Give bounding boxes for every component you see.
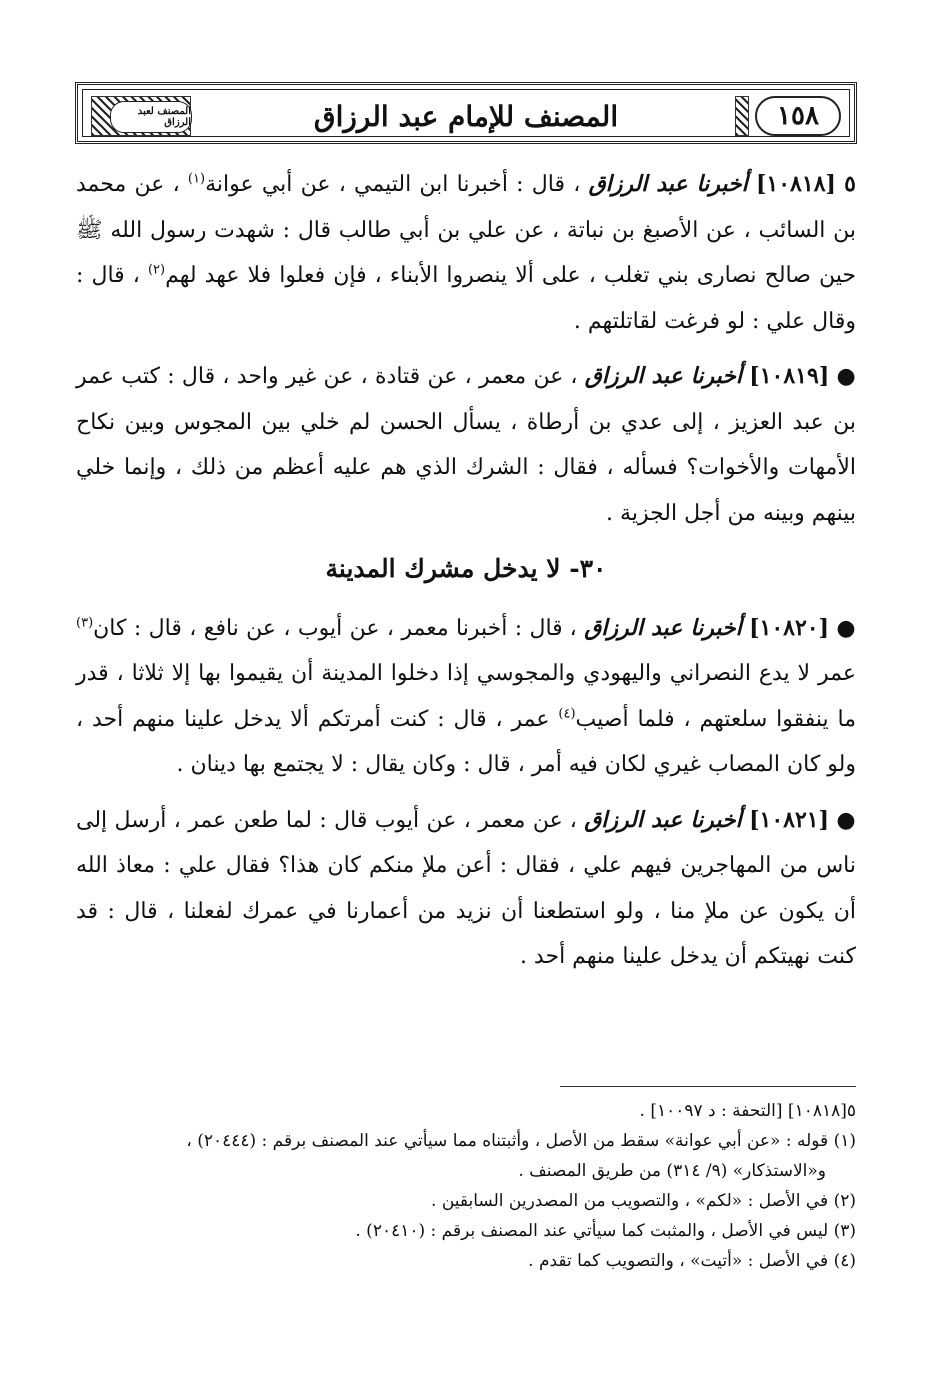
entry-10819 (76, 354, 856, 536)
entry-number: [١٠٨٢١] (749, 806, 830, 833)
entry-marker: ● (836, 363, 856, 389)
footnote-1-cont: و«الاستذكار» (٩/ ٣١٤) من طريق المصنف . (518, 1161, 826, 1181)
page-header (75, 82, 857, 144)
page-number: ١٥٨ (755, 96, 841, 136)
entry-head: أخبرنا عبد الرزاق (584, 363, 743, 389)
footnotes (76, 1096, 856, 1276)
entry-text: ، عن معمر ، عن قتادة ، عن غير واحد ، قال : كتب عمر بن عبد العزيز ، إلى عدي بن أرطاة ، يسأل الحسن لم خلي بين المجوس وبين نكاح الأمهات والأخوات؟ فسأله ، فقال : الشرك الذي هم عليه أعظم من ذلك ، وإنما خلي بينهم وبينه من أجل الجزية . (76, 364, 856, 526)
entry-head: أخبرنا عبد الرزاق (588, 171, 748, 197)
footnote-2: (٢) في الأصل : «لكم» ، والتصويب من المصدرين السابقين . (431, 1191, 856, 1211)
entry-number: [١٠٨١٨] (756, 171, 836, 197)
entry-text: عمر ، قال : كنت أمرتكم ألا يدخل علينا منهم أحد ، ولو كان المصاب غيري لكان فيه أمر ، قال : وكان يقال : لا يجتمع بها دينان . (76, 706, 856, 777)
entry-marker: ● (836, 806, 856, 833)
footnote-1: (١) قوله : «عن أبي عوانة» سقط من الأصل ، وأثبتناه مما سيأتي عند المصنف برقم : (٢٠٤٤٤) ، (186, 1131, 856, 1151)
footnote-source: ٥[١٠٨١٨] [التحفة : د ١٠٠٩٧] . (639, 1101, 856, 1121)
footnote-ref-1: (١) (187, 171, 206, 187)
header-frame (82, 89, 850, 137)
footnote-ref-4: (٤) (558, 706, 576, 722)
footnote-ref-2: (٢) (147, 262, 166, 278)
entry-number: [١٠٨١٩] (749, 363, 830, 389)
ornament-right (735, 96, 749, 136)
entry-text: ، قال : وقال علي : لو فرغت لقاتلتهم . (76, 263, 856, 334)
entry-text: ، قال : أخبرنا معمر ، عن أيوب ، عن نافع ، قال : كان (93, 615, 577, 641)
entry-marker: ٥ (844, 171, 856, 197)
entry-marker: ● (836, 614, 856, 641)
ornament-left (91, 96, 191, 136)
entry-head: أخبرنا عبد الرزاق (584, 614, 742, 641)
footnote-divider (560, 1086, 856, 1087)
footnote-4: (٤) في الأصل : «أتيت» ، والتصويب كما تقدم . (528, 1251, 856, 1271)
publisher-medallion: المصنف لعبد الرزاق (110, 101, 192, 133)
entry-number: [١٠٨٢٠] (749, 614, 830, 641)
footnote-ref-3: (٣) (76, 615, 94, 631)
book-title: المصنف للإمام عبد الرزاق (313, 99, 619, 133)
entry-10821 (76, 798, 856, 980)
entry-head: أخبرنا عبد الرزاق (584, 806, 742, 833)
entry-text: عمر لا يدع النصراني واليهودي والمجوسي إذا دخلوا المدينة أن يقيموا بها إلا ثلاثا ، قدر ما ينفقوا سلعتهم ، فلما أصيب (76, 661, 856, 732)
entry-10818 (76, 162, 856, 344)
footnote-3: (٣) ليس في الأصل ، والمثبت كما سيأتي عند المصنف برقم : (٢٠٤١٠) . (355, 1221, 856, 1241)
chapter-heading: ٣٠- لا يدخل مشرك المدينة (325, 554, 607, 583)
entry-text: ، عن محمد بن السائب ، عن الأصبغ بن نباتة ، عن علي بن أبي طالب قال : شهدت رسول الله ﷺ حين صالح نصارى بني تغلب ، على ألا ينصروا الأبناء ، فإن فعلوا فلا عهد لهم (76, 172, 856, 288)
main-text (76, 162, 856, 990)
entry-10820 (76, 606, 856, 788)
entry-text: ، قال : أخبرنا ابن التيمي ، عن أبي عوانة (205, 172, 581, 197)
entry-text: ، عن معمر ، عن أيوب قال : لما طعن عمر ، أرسل إلى ناس من المهاجرين فيهم علي ، فقال : أعن ملإ منكم كان هذا؟ فقال علي : معاذ الله أن يكون عن ملإ منا ، ولو استطعنا أن نزيد من أعمارنا في عمرك لفعلنا ، قال : قد كنت نهيتكم أن يدخل علينا منهم أحد . (76, 807, 856, 969)
